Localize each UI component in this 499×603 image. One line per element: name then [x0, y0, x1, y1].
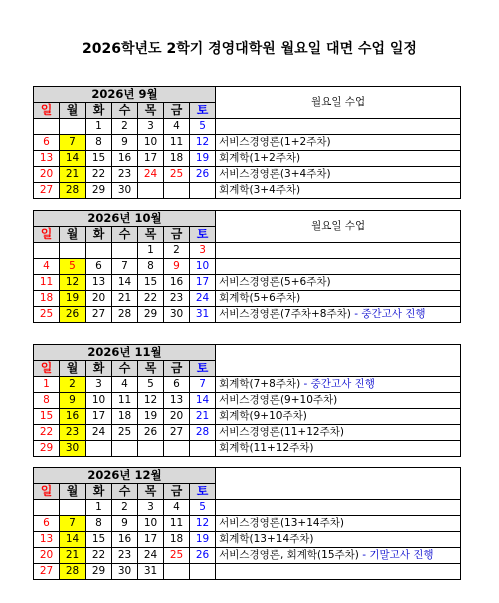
day-cell: 12 [190, 135, 216, 151]
exam-note: - 기말고사 진행 [358, 549, 434, 561]
month-label: 2026년 11월 [34, 345, 216, 361]
day-cell: 11 [34, 275, 60, 291]
week-row [34, 151, 461, 167]
day-cell: 9 [112, 135, 138, 151]
day-cell: 27 [34, 183, 60, 199]
schedule-cell [216, 564, 461, 580]
day-cell: 8 [86, 135, 112, 151]
day-cell: 27 [34, 564, 60, 580]
schedule-header [216, 345, 461, 377]
week-row [34, 500, 461, 516]
schedule-text: 회계학(13+14주차) [219, 533, 314, 545]
day-cell [164, 441, 190, 457]
day-cell: 13 [86, 275, 112, 291]
day-cell: 22 [34, 425, 60, 441]
week-row [34, 167, 461, 183]
day-cell: 1 [34, 377, 60, 393]
day-cell [34, 500, 60, 516]
day-cell [60, 243, 86, 259]
day-cell: 25 [34, 307, 60, 323]
day-cell: 26 [60, 307, 86, 323]
day-cell: 17 [86, 409, 112, 425]
day-cell: 18 [164, 151, 190, 167]
schedule-text: 서비스경영론(11+12주차) [219, 426, 344, 438]
schedule-text: 서비스경영론(13+14주차) [219, 517, 344, 529]
day-cell: 11 [112, 393, 138, 409]
day-cell: 9 [112, 516, 138, 532]
day-cell: 17 [138, 151, 164, 167]
schedule-text: 서비스경영론(7주차+8주차) [219, 308, 351, 320]
day-cell: 1 [86, 500, 112, 516]
day-cell: 16 [60, 409, 86, 425]
day-cell: 15 [138, 275, 164, 291]
day-cell: 24 [138, 548, 164, 564]
day-cell: 6 [86, 259, 112, 275]
schedule-text: 회계학(7+8주차) [219, 378, 301, 390]
day-cell: 10 [86, 393, 112, 409]
weekday-label: 화 [86, 103, 112, 119]
day-cell: 2 [164, 243, 190, 259]
weekday-label: 목 [138, 103, 164, 119]
day-cell: 25 [112, 425, 138, 441]
day-cell: 30 [112, 564, 138, 580]
day-cell: 8 [34, 393, 60, 409]
day-cell: 4 [34, 259, 60, 275]
schedule-cell [216, 307, 461, 323]
day-cell: 21 [60, 548, 86, 564]
month-label: 2026년 12월 [34, 468, 216, 484]
schedule-text: 서비스경영론, 회계학(15주차) [219, 549, 359, 561]
day-cell: 3 [190, 243, 216, 259]
weekday-label: 화 [86, 484, 112, 500]
day-cell: 16 [164, 275, 190, 291]
weekday-label: 금 [164, 103, 190, 119]
day-cell: 21 [112, 291, 138, 307]
day-cell: 14 [112, 275, 138, 291]
day-cell: 23 [164, 291, 190, 307]
day-cell [164, 564, 190, 580]
day-cell: 28 [60, 564, 86, 580]
week-row [34, 532, 461, 548]
day-cell [34, 119, 60, 135]
day-cell: 22 [138, 291, 164, 307]
day-cell: 2 [112, 500, 138, 516]
day-cell: 16 [112, 151, 138, 167]
week-row [34, 409, 461, 425]
day-cell: 14 [190, 393, 216, 409]
weekday-label: 일 [34, 484, 60, 500]
day-cell: 14 [60, 532, 86, 548]
day-cell: 3 [86, 377, 112, 393]
schedule-cell [216, 167, 461, 183]
day-cell: 23 [112, 548, 138, 564]
day-cell: 26 [138, 425, 164, 441]
day-cell: 4 [164, 119, 190, 135]
day-cell: 20 [164, 409, 190, 425]
day-cell: 25 [164, 548, 190, 564]
day-cell [34, 243, 60, 259]
schedule-text: 서비스경영론(5+6주차) [219, 276, 331, 288]
schedule-cell [216, 243, 461, 259]
day-cell: 28 [60, 183, 86, 199]
day-cell: 15 [86, 151, 112, 167]
week-row [34, 441, 461, 457]
schedule-text: 회계학(3+4주차) [219, 184, 301, 196]
week-row [34, 307, 461, 323]
month-table [33, 344, 461, 457]
weekday-label: 목 [138, 361, 164, 377]
day-cell: 30 [164, 307, 190, 323]
day-cell: 7 [60, 135, 86, 151]
day-cell: 13 [34, 151, 60, 167]
month-table [33, 86, 461, 199]
week-row [34, 243, 461, 259]
page-title: 2026학년도 2학기 경영대학원 월요일 대면 수업 일정 [82, 41, 417, 57]
day-cell: 15 [34, 409, 60, 425]
day-cell: 2 [60, 377, 86, 393]
day-cell [60, 500, 86, 516]
day-cell: 5 [190, 500, 216, 516]
day-cell: 24 [190, 291, 216, 307]
schedule-cell [216, 135, 461, 151]
day-cell: 3 [138, 500, 164, 516]
day-cell: 5 [60, 259, 86, 275]
day-cell: 7 [190, 377, 216, 393]
day-cell: 14 [60, 151, 86, 167]
day-cell: 4 [164, 500, 190, 516]
schedule-text: 서비스경영론(9+10주차) [219, 394, 338, 406]
schedule-text: 회계학(5+6주차) [219, 292, 301, 304]
month-block [33, 467, 460, 580]
schedule-text: 서비스경영론(1+2주차) [219, 136, 331, 148]
day-cell: 1 [86, 119, 112, 135]
day-cell: 15 [86, 532, 112, 548]
day-cell: 22 [86, 548, 112, 564]
day-cell: 10 [190, 259, 216, 275]
day-cell: 31 [190, 307, 216, 323]
day-cell: 12 [138, 393, 164, 409]
day-cell: 5 [138, 377, 164, 393]
day-cell: 6 [34, 516, 60, 532]
day-cell: 30 [60, 441, 86, 457]
weekday-label: 수 [112, 484, 138, 500]
day-cell: 17 [190, 275, 216, 291]
day-cell [138, 441, 164, 457]
day-cell: 17 [138, 532, 164, 548]
week-row [34, 275, 461, 291]
schedule-header: 월요일 수업 [216, 211, 461, 243]
weekday-label: 화 [86, 361, 112, 377]
day-cell: 6 [164, 377, 190, 393]
weekday-label: 수 [112, 361, 138, 377]
weekday-label: 목 [138, 484, 164, 500]
day-cell: 5 [190, 119, 216, 135]
day-cell: 26 [190, 548, 216, 564]
weekday-label: 일 [34, 361, 60, 377]
weekday-label: 월 [60, 227, 86, 243]
schedule-cell [216, 409, 461, 425]
day-cell: 19 [138, 409, 164, 425]
day-cell: 31 [138, 564, 164, 580]
day-cell: 12 [60, 275, 86, 291]
day-cell: 18 [164, 532, 190, 548]
schedule-cell [216, 548, 461, 564]
weekday-label: 일 [34, 103, 60, 119]
day-cell: 16 [112, 532, 138, 548]
day-cell [164, 183, 190, 199]
day-cell: 27 [164, 425, 190, 441]
day-cell: 21 [60, 167, 86, 183]
day-cell: 6 [34, 135, 60, 151]
day-cell: 13 [34, 532, 60, 548]
day-cell [190, 183, 216, 199]
schedule-text: 회계학(9+10주차) [219, 410, 307, 422]
schedule-cell [216, 393, 461, 409]
weekday-label: 토 [190, 484, 216, 500]
weekday-label: 일 [34, 227, 60, 243]
schedule-cell [216, 183, 461, 199]
weekday-label: 토 [190, 103, 216, 119]
day-cell: 18 [34, 291, 60, 307]
schedule-cell [216, 425, 461, 441]
schedule-cell [216, 259, 461, 275]
day-cell [190, 441, 216, 457]
week-row [34, 183, 461, 199]
day-cell: 10 [138, 135, 164, 151]
weekday-label: 금 [164, 484, 190, 500]
schedule-cell [216, 500, 461, 516]
day-cell: 30 [112, 183, 138, 199]
day-cell: 23 [60, 425, 86, 441]
schedule-cell [216, 275, 461, 291]
week-row [34, 119, 461, 135]
month-table [33, 210, 461, 323]
schedule-text: 회계학(11+12주차) [219, 442, 314, 454]
week-row [34, 425, 461, 441]
schedule-cell [216, 119, 461, 135]
schedule-cell [216, 291, 461, 307]
day-cell: 25 [164, 167, 190, 183]
month-block [33, 210, 460, 323]
month-table [33, 467, 461, 580]
day-cell: 22 [86, 167, 112, 183]
day-cell: 19 [190, 532, 216, 548]
exam-note: - 중간고사 진행 [300, 378, 375, 390]
schedule-cell [216, 441, 461, 457]
weekday-label: 화 [86, 227, 112, 243]
day-cell: 8 [86, 516, 112, 532]
weekday-label: 수 [112, 227, 138, 243]
day-cell [86, 441, 112, 457]
weekday-label: 월 [60, 103, 86, 119]
week-row [34, 564, 461, 580]
weekday-label: 금 [164, 361, 190, 377]
day-cell: 19 [60, 291, 86, 307]
day-cell: 19 [190, 151, 216, 167]
day-cell [138, 183, 164, 199]
day-cell: 3 [138, 119, 164, 135]
day-cell: 13 [164, 393, 190, 409]
day-cell: 12 [190, 516, 216, 532]
day-cell: 20 [34, 548, 60, 564]
week-row [34, 377, 461, 393]
week-row [34, 548, 461, 564]
weekday-label: 수 [112, 103, 138, 119]
day-cell: 24 [138, 167, 164, 183]
month-block [33, 344, 460, 457]
week-row [34, 393, 461, 409]
week-row [34, 516, 461, 532]
weekday-label: 금 [164, 227, 190, 243]
day-cell [190, 564, 216, 580]
month-block [33, 86, 460, 199]
month-label: 2026년 9월 [34, 87, 216, 103]
day-cell: 21 [190, 409, 216, 425]
day-cell: 23 [112, 167, 138, 183]
schedule-cell [216, 377, 461, 393]
schedule-text: 회계학(1+2주차) [219, 152, 301, 164]
day-cell: 26 [190, 167, 216, 183]
day-cell: 8 [138, 259, 164, 275]
day-cell [112, 441, 138, 457]
weekday-label: 월 [60, 484, 86, 500]
day-cell: 7 [112, 259, 138, 275]
day-cell: 4 [112, 377, 138, 393]
day-cell [112, 243, 138, 259]
week-row [34, 259, 461, 275]
day-cell: 20 [34, 167, 60, 183]
week-row [34, 291, 461, 307]
day-cell: 29 [86, 183, 112, 199]
weekday-label: 토 [190, 227, 216, 243]
day-cell: 20 [86, 291, 112, 307]
day-cell: 7 [60, 516, 86, 532]
day-cell: 29 [138, 307, 164, 323]
day-cell: 29 [34, 441, 60, 457]
day-cell: 9 [164, 259, 190, 275]
day-cell: 11 [164, 135, 190, 151]
week-row [34, 135, 461, 151]
weekday-label: 토 [190, 361, 216, 377]
day-cell: 11 [164, 516, 190, 532]
day-cell [60, 119, 86, 135]
day-cell: 9 [60, 393, 86, 409]
day-cell: 24 [86, 425, 112, 441]
schedule-cell [216, 516, 461, 532]
weekday-label: 월 [60, 361, 86, 377]
day-cell: 28 [112, 307, 138, 323]
schedule-cell [216, 151, 461, 167]
exam-note: - 중간고사 진행 [350, 308, 426, 320]
day-cell: 28 [190, 425, 216, 441]
day-cell: 29 [86, 564, 112, 580]
schedule-header [216, 468, 461, 500]
month-label: 2026년 10월 [34, 211, 216, 227]
day-cell: 27 [86, 307, 112, 323]
day-cell: 18 [112, 409, 138, 425]
day-cell: 2 [112, 119, 138, 135]
day-cell [86, 243, 112, 259]
schedule-cell [216, 532, 461, 548]
schedule-text: 서비스경영론(3+4주차) [219, 168, 331, 180]
weekday-label: 목 [138, 227, 164, 243]
day-cell: 10 [138, 516, 164, 532]
schedule-header: 월요일 수업 [216, 87, 461, 119]
day-cell: 1 [138, 243, 164, 259]
